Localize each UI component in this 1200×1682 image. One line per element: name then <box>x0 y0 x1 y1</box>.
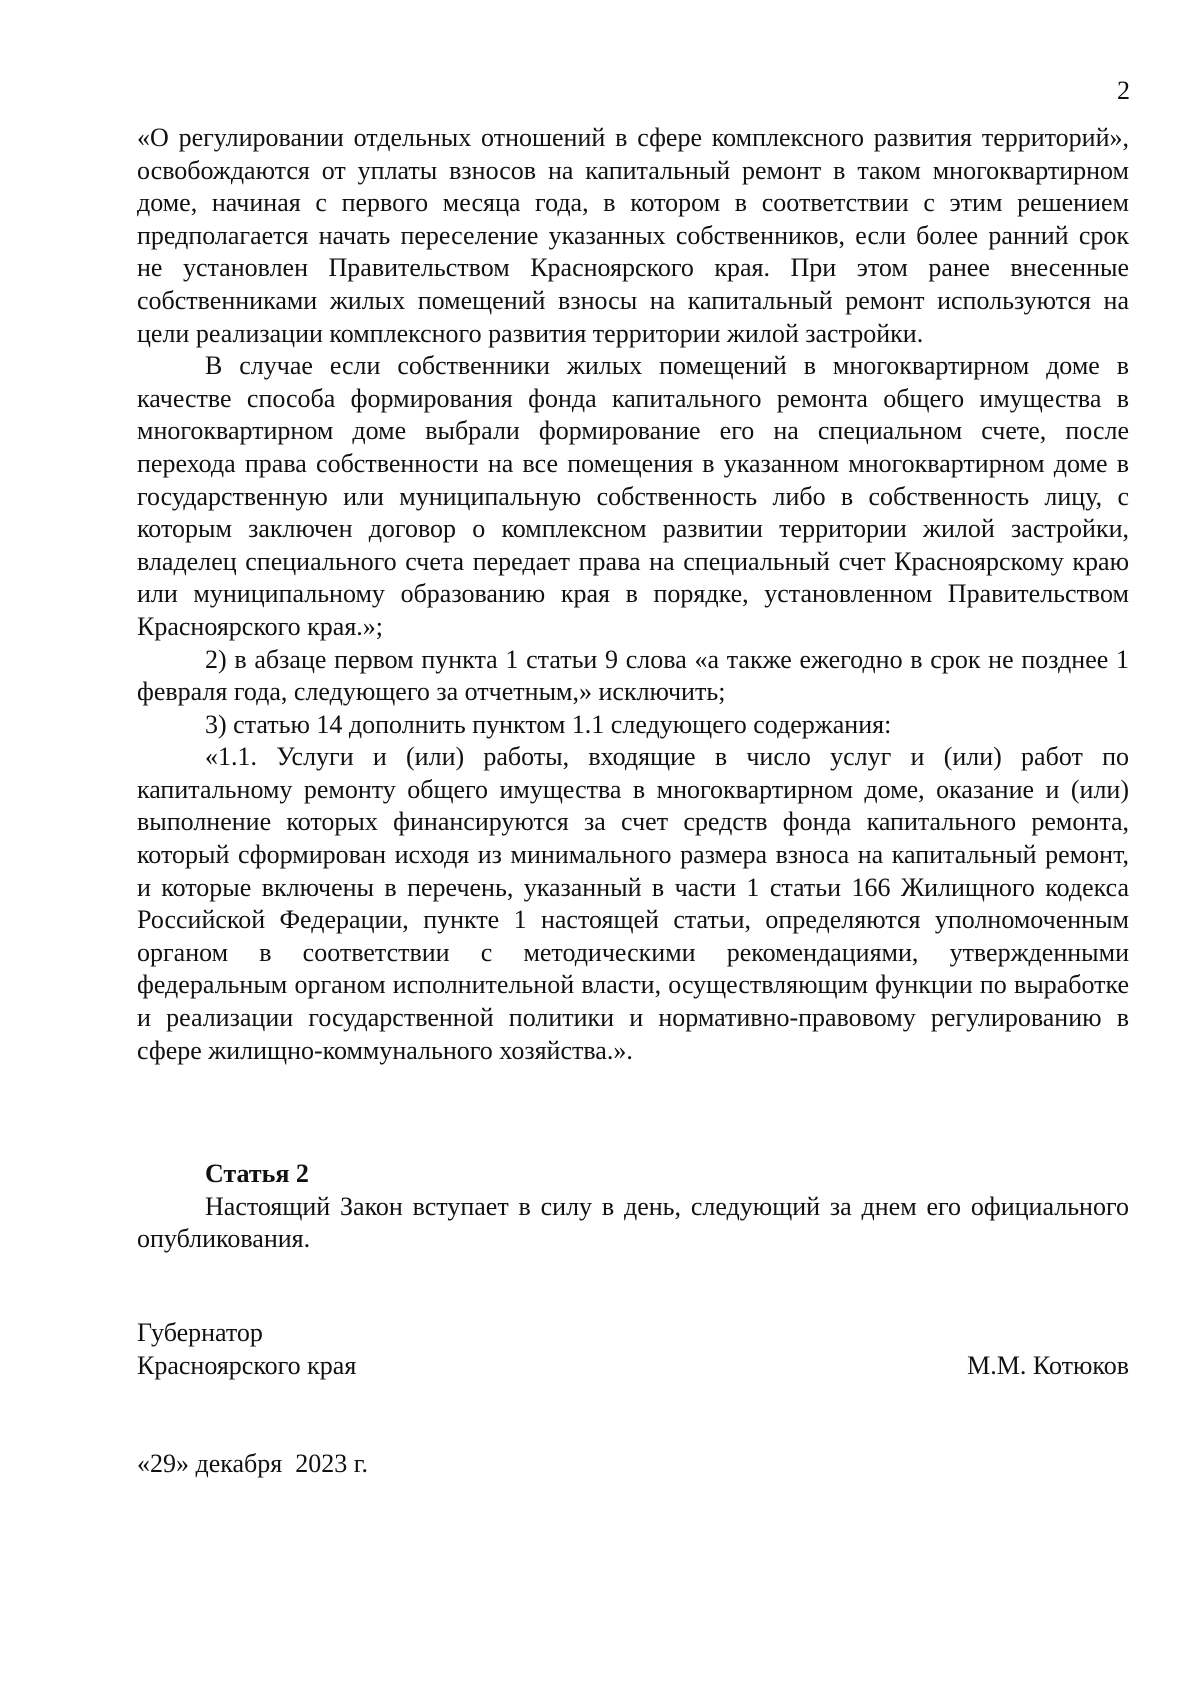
signature-block <box>137 1316 1129 1382</box>
signing-date: «29» декабря 2023 г. <box>137 1449 368 1478</box>
article-heading: Статья 2 <box>205 1159 309 1188</box>
law-body-text <box>137 122 1129 1067</box>
signatory-title-line2: Красноярского края <box>137 1351 357 1380</box>
article-text: Настоящий Закон вступает в силу в день, следующий за днем его официального опубликования. <box>137 1191 1129 1254</box>
paragraph-clause-1-1: «1.1. Услуги и (или) работы, входящие в число услуг и (или) работ по капитальному ремонту общего имущества в многоквартирном доме, оказание и (или) выполнение которых финансируются за счет средств фонда капитального ремонта, который сформирован исходя из минимального размера взноса на капитальный ремонт, и которые включены в перечень, указанный в части 1 статьи 166 Жилищного кодекса Российской Федерации, пункте 1 настоящей статьи, определяются уполномоченным органом в соответствии с методическими рекомендациями, утвержденными федеральным органом исполнительной власти, осуществляющим функции по выработке и реализации государственной политики и нормативно-правовому регулированию в сфере жилищно-коммунального хозяйства.». <box>137 742 1129 1065</box>
paragraph-amendment-3: 3) статью 14 дополнить пунктом 1.1 следующего содержания: <box>205 709 892 739</box>
page-number: 2 <box>1117 76 1130 105</box>
article-2-section <box>137 1158 1129 1256</box>
signatory-title-line1: Губернатор <box>137 1318 263 1347</box>
paragraph-special-account: В случае если собственники жилых помещений в многоквартирном доме в качестве способа формирования фонда капитального ремонта общего имущества в многоквартирном доме выбрали формирование его на специальном счете, после перехода права собственности на все помещения в указанном многоквартирном доме в государственную или муниципальную собственность либо в собственность лицу, с которым заключен договор о комплексном развитии территории жилой застройки, владелец специального счета передает права на специальный счет Красноярскому краю или муниципальному образованию края в порядке, установленном Правительством Красноярского края.»; <box>137 351 1129 641</box>
signatory-name: М.М. Котюков <box>967 1351 1129 1380</box>
paragraph-amendment-2: 2) в абзаце первом пункта 1 статьи 9 слова «а также ежегодно в срок не позднее 1 февраля года, следующего за отчетным,» исключить; <box>137 644 1129 707</box>
paragraph-continuation: «О регулировании отдельных отношений в сфере комплексного развития территорий», освобождаются от уплаты взносов на капитальный ремонт в таком многоквартирном доме, начиная с первого месяца года, в котором в соответствии с этим решением предполагается начать переселение указанных собственников, если более ранний срок не установлен Правительством Красноярского края. При этом ранее внесенные собственниками жилых помещений взносы на капитальный ремонт используются на цели реализации комплексного развития территории жилой застройки. <box>137 123 1129 348</box>
